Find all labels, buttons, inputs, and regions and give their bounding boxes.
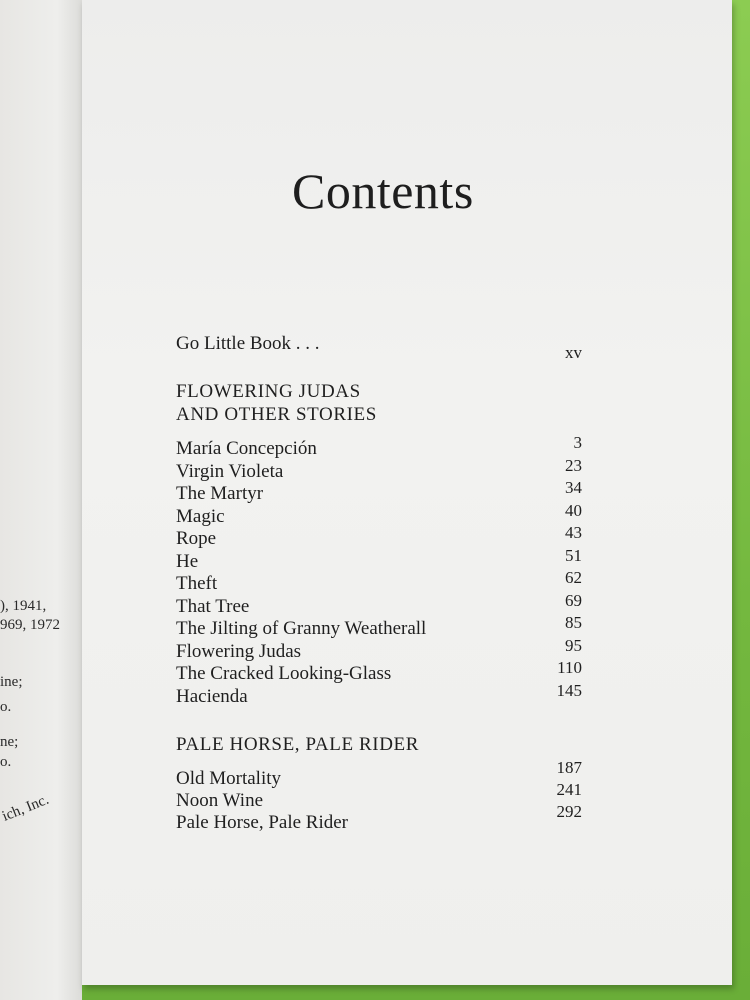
left-page-text-fragment: ne;: [0, 734, 19, 750]
left-page-text-fragment: o.: [0, 699, 12, 715]
toc-entry-page: 69: [565, 590, 582, 610]
toc-entry-label: That Tree: [176, 595, 250, 617]
toc-entry-page: 145: [556, 680, 582, 700]
toc-entry-page: 85: [565, 613, 582, 632]
toc-entry-label: The Martyr: [176, 483, 264, 504]
toc-entry-page: 95: [565, 635, 582, 655]
toc-entry-page: 3: [573, 433, 582, 452]
toc-entry-page: 292: [556, 802, 582, 821]
toc-intro-label: Go Little Book . . .: [176, 333, 320, 354]
left-page-text-fragment: 969, 1972: [0, 617, 60, 633]
toc-entry-label: The Jilting of Granny Weatherall: [176, 618, 427, 639]
toc-entry-page: 62: [565, 568, 582, 587]
toc-entry-label: Rope: [176, 528, 217, 549]
left-page-text-fragment: ), 1941,: [0, 598, 47, 614]
toc-entry-page: 43: [565, 523, 582, 542]
toc-entry-page: 23: [565, 455, 582, 475]
left-page-text-fragment: ine;: [0, 674, 23, 690]
page-title: Contents: [292, 163, 474, 219]
section-heading-line: AND OTHER STORIES: [176, 404, 377, 425]
left-page-text-fragment: o.: [0, 754, 12, 770]
left-page-text-fragment: ich, Inc.: [0, 791, 52, 825]
toc-entry-label: Hacienda: [176, 685, 248, 707]
toc-entry-label: He: [176, 550, 199, 572]
toc-entry-label: The Cracked Looking-Glass: [176, 663, 392, 684]
toc-entry-page: 187: [556, 758, 582, 777]
toc-entry-page: 34: [565, 478, 582, 497]
toc-entry-label: Pale Horse, Pale Rider: [176, 812, 349, 833]
toc-entry-page: 51: [565, 545, 582, 565]
section-heading: [176, 734, 419, 756]
toc-entry-label: María Concepción: [176, 438, 317, 459]
section-heading-line: PALE HORSE, PALE RIDER: [176, 734, 419, 755]
contents-page: [82, 0, 732, 985]
toc-entry-label: Noon Wine: [176, 790, 264, 811]
section-heading: [176, 381, 361, 403]
toc-entry-label: Magic: [176, 505, 225, 527]
left-facing-page: [0, 0, 82, 1000]
toc-entry-label: Virgin Violeta: [176, 460, 284, 482]
toc-entry-label: Theft: [176, 573, 218, 594]
section-heading-line: FLOWERING JUDAS: [176, 381, 361, 402]
toc-entry-page: 40: [565, 500, 582, 520]
section-heading: [176, 404, 377, 426]
toc-entry-page: 110: [557, 658, 582, 677]
toc-intro-page: xv: [565, 343, 582, 362]
toc-entry-label: Old Mortality: [176, 768, 282, 789]
toc-entry-page: 241: [556, 780, 582, 799]
toc-entry-label: Flowering Judas: [176, 640, 302, 662]
